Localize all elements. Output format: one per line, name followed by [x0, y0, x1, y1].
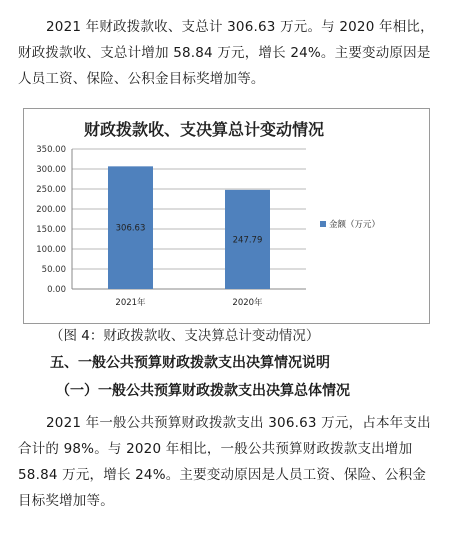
figure-caption: （图 4：财政拨款收、支决算总计变动情况） [50, 328, 320, 344]
legend-label: 金额（万元） [329, 220, 381, 230]
data-label: 247.79 [232, 235, 263, 246]
bar-chart [24, 109, 429, 323]
chart-title: 财政拨款收、支决算总计变动情况 [83, 120, 325, 139]
x-tick-label: 2021年 [115, 298, 146, 308]
y-tick-label: 150.00 [36, 225, 66, 235]
y-tick-label: 200.00 [36, 205, 66, 215]
y-tick-label: 0.00 [47, 285, 66, 295]
y-tick-label: 250.00 [36, 185, 66, 195]
data-label: 306.63 [115, 223, 146, 234]
x-tick-label: 2020年 [232, 298, 263, 308]
y-tick-label: 300.00 [36, 165, 66, 175]
y-tick-label: 50.00 [41, 265, 66, 275]
y-tick-label: 350.00 [36, 145, 66, 155]
chart-container [23, 108, 430, 324]
intro-paragraph: 2021 年财政拨款收、支总计 306.63 万元。与 2020 年相比，财政拨款收、支总计增加 58.84 万元，增长 24%。主要变动原因是人员工资、保险、公积金目标奖增加等。 [18, 19, 434, 87]
section-paragraph: 2021 年一般公共预算财政拨款支出 306.63 万元，占本年支出合计的 98%。与 2020 年相比，一般公共预算财政拨款支出增加 58.84 万元，增长 24%。主要变动原因是人员工资、保险、公积金目标奖增加等。 [18, 415, 431, 509]
section-subheading: （一）一般公共预算财政拨款支出决算总体情况 [56, 383, 350, 399]
y-tick-label: 100.00 [36, 245, 66, 255]
section-heading: 五、一般公共预算财政拨款支出决算情况说明 [50, 355, 330, 371]
legend-swatch [320, 221, 326, 227]
